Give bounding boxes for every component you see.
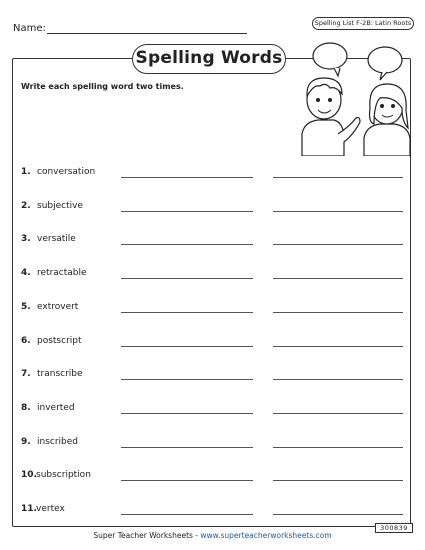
word-number: 8.: [21, 402, 31, 413]
spelling-word: transcribe: [37, 369, 83, 380]
write-line-second[interactable]: [273, 447, 403, 448]
spelling-word: vertex: [36, 504, 65, 514]
footer-separator: -: [192, 531, 201, 540]
write-line-first[interactable]: [121, 346, 253, 347]
spelling-word: extrovert: [37, 301, 79, 312]
spelling-list-badge: Spelling List F-2B: Latin Roots: [312, 17, 414, 30]
word-row: [21, 336, 411, 350]
spelling-word: retractable: [37, 268, 87, 279]
word-row: [21, 234, 411, 248]
name-label: Name:: [13, 23, 46, 34]
instructions: Write each spelling word two times.: [21, 82, 184, 91]
footer-brand: Super Teacher Worksheets: [93, 531, 193, 540]
speech-bubble-left: [313, 43, 347, 69]
footer: [0, 531, 425, 540]
spelling-word: conversation: [37, 167, 96, 177]
write-line-first[interactable]: [121, 211, 253, 212]
word-number: 3.: [21, 234, 31, 245]
write-line-first[interactable]: [121, 244, 253, 245]
word-row: [21, 437, 411, 451]
write-line-second[interactable]: [273, 413, 403, 414]
write-line-first[interactable]: [121, 514, 253, 515]
word-row: [21, 369, 411, 383]
word-number: 6.: [21, 335, 31, 346]
write-line-second[interactable]: [273, 312, 403, 313]
word-number: 11.: [21, 504, 37, 514]
name-write-line[interactable]: [47, 33, 247, 34]
word-row: [21, 268, 411, 282]
write-line-second[interactable]: [273, 244, 403, 245]
worksheet-code: 300839: [375, 523, 413, 533]
write-line-second[interactable]: [273, 177, 403, 178]
write-line-first[interactable]: [121, 413, 253, 414]
write-line-first[interactable]: [121, 177, 253, 178]
spelling-word: postscript: [37, 335, 82, 346]
word-row: [21, 302, 411, 316]
write-line-second[interactable]: [273, 346, 403, 347]
write-line-second[interactable]: [273, 211, 403, 212]
page-title: Spelling Words: [132, 44, 286, 74]
word-number: 1.: [21, 167, 31, 177]
spelling-word: subscription: [36, 470, 91, 481]
word-number: 10.: [21, 470, 37, 481]
word-row: [21, 403, 411, 417]
write-line-first[interactable]: [121, 278, 253, 279]
word-row: [21, 470, 411, 484]
word-number: 7.: [21, 369, 31, 380]
word-row: [21, 201, 411, 215]
word-number: 9.: [21, 436, 31, 447]
write-line-first[interactable]: [121, 480, 253, 481]
write-line-second[interactable]: [273, 278, 403, 279]
spelling-word: inverted: [37, 402, 75, 413]
word-number: 2.: [21, 200, 31, 211]
word-number: 4.: [21, 268, 31, 279]
write-line-second[interactable]: [273, 480, 403, 481]
write-line-first[interactable]: [121, 447, 253, 448]
footer-url-link[interactable]: www.superteacherworksheets.com: [200, 531, 332, 540]
spelling-word: inscribed: [37, 436, 79, 447]
write-line-second[interactable]: [273, 379, 403, 380]
spelling-word: versatile: [37, 234, 76, 245]
spelling-word: subjective: [37, 200, 83, 211]
word-number: 5.: [21, 301, 31, 312]
word-row: [21, 167, 411, 181]
speech-bubble-right: [368, 47, 402, 73]
write-line-second[interactable]: [273, 514, 403, 515]
write-line-first[interactable]: [121, 312, 253, 313]
word-row: [21, 504, 411, 518]
kids-talking-illustration: [290, 38, 418, 156]
write-line-first[interactable]: [121, 379, 253, 380]
